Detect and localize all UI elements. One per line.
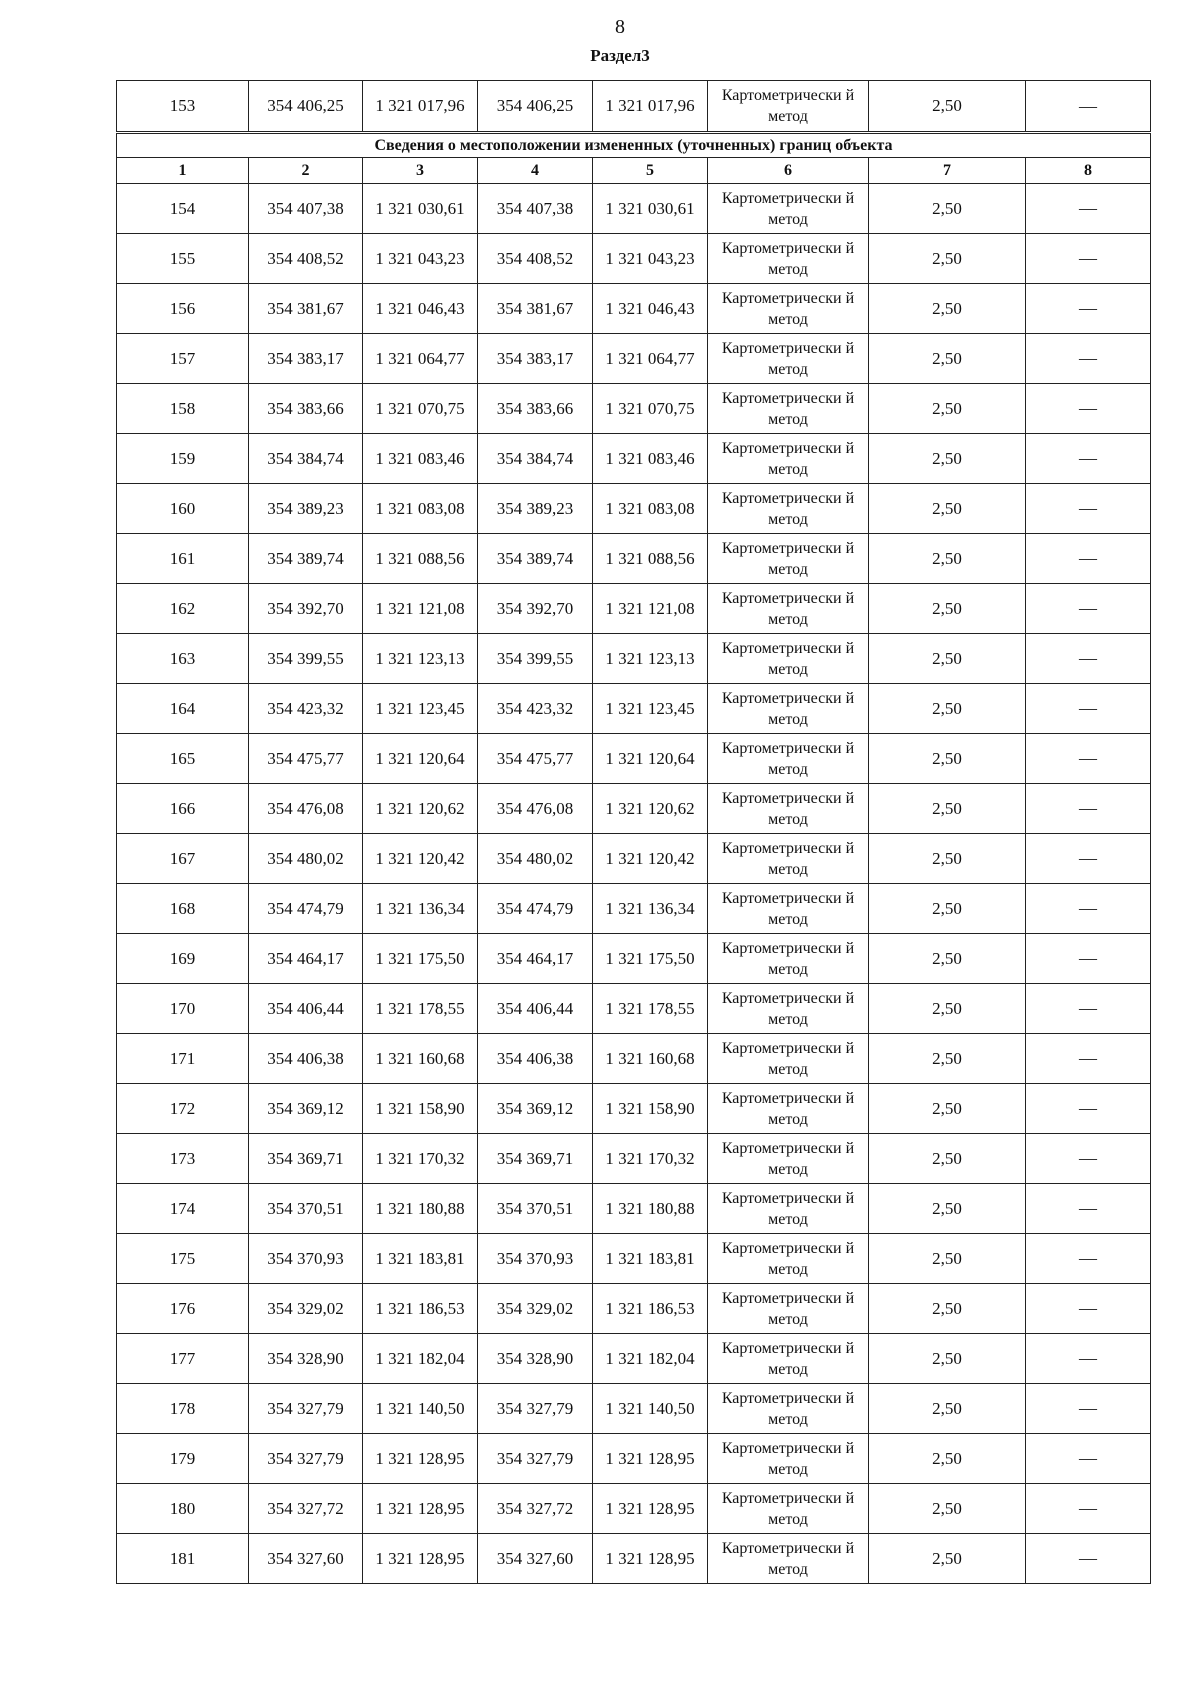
point-number: 154 [117,184,249,234]
updated-x: 354 369,71 [478,1134,593,1184]
accuracy: 2,50 [869,1134,1026,1184]
accuracy: 2,50 [869,1334,1026,1384]
table-row [117,634,1151,684]
column-number: 1 [117,158,249,184]
updated-x: 354 408,52 [478,234,593,284]
table-row [117,184,1151,234]
existing-x: 354 423,32 [249,684,363,734]
updated-y: 1 321 186,53 [593,1284,708,1334]
existing-x: 354 370,93 [249,1234,363,1284]
existing-x: 354 327,72 [249,1484,363,1534]
existing-x: 354 476,08 [249,784,363,834]
note: — [1026,81,1151,133]
updated-x: 354 384,74 [478,434,593,484]
note: — [1026,234,1151,284]
table-row [117,834,1151,884]
updated-y: 1 321 160,68 [593,1034,708,1084]
note: — [1026,984,1151,1034]
existing-x: 354 480,02 [249,834,363,884]
existing-y: 1 321 160,68 [363,1034,478,1084]
existing-y: 1 321 121,08 [363,584,478,634]
existing-y: 1 321 030,61 [363,184,478,234]
column-number: 8 [1026,158,1151,184]
updated-x: 354 392,70 [478,584,593,634]
existing-y: 1 321 186,53 [363,1284,478,1334]
determination-method: Картометрически й метод [708,884,869,934]
updated-y: 1 321 088,56 [593,534,708,584]
point-number: 180 [117,1484,249,1534]
existing-x: 354 328,90 [249,1334,363,1384]
point-number: 169 [117,934,249,984]
determination-method: Картометрически й метод [708,834,869,884]
accuracy: 2,50 [869,1284,1026,1334]
updated-y: 1 321 120,62 [593,784,708,834]
updated-x: 354 423,32 [478,684,593,734]
note: — [1026,1384,1151,1434]
updated-y: 1 321 123,45 [593,684,708,734]
existing-y: 1 321 120,64 [363,734,478,784]
table-row [117,934,1151,984]
existing-x: 354 408,52 [249,234,363,284]
note: — [1026,684,1151,734]
existing-y: 1 321 140,50 [363,1384,478,1434]
existing-y: 1 321 064,77 [363,334,478,384]
table-row [117,1134,1151,1184]
determination-method: Картометрически й метод [708,634,869,684]
existing-x: 354 381,67 [249,284,363,334]
updated-x: 354 389,23 [478,484,593,534]
table-row [117,284,1151,334]
table-row [117,1234,1151,1284]
existing-x: 354 383,66 [249,384,363,434]
table-row [117,484,1151,534]
determination-method: Картометрически й метод [708,484,869,534]
note: — [1026,884,1151,934]
updated-y: 1 321 158,90 [593,1084,708,1134]
updated-y: 1 321 175,50 [593,934,708,984]
updated-x: 354 327,79 [478,1434,593,1484]
updated-y: 1 321 128,95 [593,1534,708,1584]
accuracy: 2,50 [869,784,1026,834]
determination-method: Картометрически й метод [708,434,869,484]
existing-y: 1 321 120,62 [363,784,478,834]
note: — [1026,284,1151,334]
existing-x: 354 475,77 [249,734,363,784]
point-number: 179 [117,1434,249,1484]
point-number: 155 [117,234,249,284]
note: — [1026,1434,1151,1484]
updated-x: 354 370,51 [478,1184,593,1234]
determination-method: Картометрически й метод [708,984,869,1034]
table-row [117,1334,1151,1384]
note: — [1026,1184,1151,1234]
existing-x: 354 406,44 [249,984,363,1034]
updated-y: 1 321 128,95 [593,1434,708,1484]
accuracy: 2,50 [869,1384,1026,1434]
updated-y: 1 321 136,34 [593,884,708,934]
existing-x: 354 474,79 [249,884,363,934]
note: — [1026,834,1151,884]
updated-x: 354 383,66 [478,384,593,434]
table-row [117,734,1151,784]
existing-x: 354 327,79 [249,1434,363,1484]
updated-y: 1 321 170,32 [593,1134,708,1184]
table-row [117,1484,1151,1534]
existing-y: 1 321 175,50 [363,934,478,984]
existing-y: 1 321 043,23 [363,234,478,284]
existing-y: 1 321 158,90 [363,1084,478,1134]
table-row [117,334,1151,384]
existing-y: 1 321 088,56 [363,534,478,584]
existing-y: 1 321 136,34 [363,884,478,934]
determination-method: Картометрически й метод [708,81,869,133]
updated-y: 1 321 180,88 [593,1184,708,1234]
point-number: 178 [117,1384,249,1434]
updated-x: 354 406,25 [478,81,593,133]
existing-y: 1 321 123,13 [363,634,478,684]
accuracy: 2,50 [869,1484,1026,1534]
table-row [117,884,1151,934]
point-number: 171 [117,1034,249,1084]
note: — [1026,734,1151,784]
note: — [1026,334,1151,384]
updated-y: 1 321 120,64 [593,734,708,784]
updated-x: 354 480,02 [478,834,593,884]
point-number: 177 [117,1334,249,1384]
updated-x: 354 328,90 [478,1334,593,1384]
note: — [1026,584,1151,634]
determination-method: Картометрически й метод [708,1184,869,1234]
point-number: 168 [117,884,249,934]
updated-x: 354 399,55 [478,634,593,684]
point-number: 158 [117,384,249,434]
accuracy: 2,50 [869,684,1026,734]
note: — [1026,1134,1151,1184]
updated-x: 354 474,79 [478,884,593,934]
existing-x: 354 389,74 [249,534,363,584]
column-number: 3 [363,158,478,184]
note: — [1026,1234,1151,1284]
updated-x: 354 370,93 [478,1234,593,1284]
updated-x: 354 464,17 [478,934,593,984]
column-number: 2 [249,158,363,184]
accuracy: 2,50 [869,834,1026,884]
column-numbers-row [117,158,1151,184]
determination-method: Картометрически й метод [708,934,869,984]
table-row [117,784,1151,834]
updated-y: 1 321 046,43 [593,284,708,334]
updated-x: 354 406,44 [478,984,593,1034]
determination-method: Картометрически й метод [708,1284,869,1334]
point-number: 162 [117,584,249,634]
determination-method: Картометрически й метод [708,784,869,834]
note: — [1026,1334,1151,1384]
existing-y: 1 321 128,95 [363,1484,478,1534]
point-number: 165 [117,734,249,784]
determination-method: Картометрически й метод [708,1384,869,1434]
determination-method: Картометрически й метод [708,1434,869,1484]
updated-y: 1 321 120,42 [593,834,708,884]
point-number: 156 [117,284,249,334]
point-number: 173 [117,1134,249,1184]
existing-x: 354 464,17 [249,934,363,984]
determination-method: Картометрически й метод [708,184,869,234]
determination-method: Картометрически й метод [708,1134,869,1184]
existing-x: 354 327,79 [249,1384,363,1434]
updated-y: 1 321 064,77 [593,334,708,384]
updated-x: 354 475,77 [478,734,593,784]
note: — [1026,184,1151,234]
coordinates-table-container [116,80,1150,1584]
updated-x: 354 406,38 [478,1034,593,1084]
determination-method: Картометрически й метод [708,1534,869,1584]
determination-method: Картометрически й метод [708,1084,869,1134]
determination-method: Картометрически й метод [708,734,869,784]
accuracy: 2,50 [869,984,1026,1034]
updated-y: 1 321 083,08 [593,484,708,534]
accuracy: 2,50 [869,934,1026,984]
updated-x: 354 381,67 [478,284,593,334]
accuracy: 2,50 [869,534,1026,584]
existing-x: 354 327,60 [249,1534,363,1584]
existing-x: 354 329,02 [249,1284,363,1334]
table-row [117,534,1151,584]
table-row [117,1184,1151,1234]
point-number: 174 [117,1184,249,1234]
existing-y: 1 321 128,95 [363,1434,478,1484]
updated-x: 354 476,08 [478,784,593,834]
accuracy: 2,50 [869,234,1026,284]
existing-y: 1 321 120,42 [363,834,478,884]
accuracy: 2,50 [869,334,1026,384]
updated-x: 354 407,38 [478,184,593,234]
note: — [1026,634,1151,684]
determination-method: Картометрически й метод [708,334,869,384]
section-heading-row [117,133,1151,158]
accuracy: 2,50 [869,1234,1026,1284]
accuracy: 2,50 [869,1434,1026,1484]
table-row [117,384,1151,434]
accuracy: 2,50 [869,1534,1026,1584]
updated-y: 1 321 017,96 [593,81,708,133]
note: — [1026,1484,1151,1534]
note: — [1026,534,1151,584]
existing-y: 1 321 178,55 [363,984,478,1034]
column-number: 5 [593,158,708,184]
updated-x: 354 369,12 [478,1084,593,1134]
updated-x: 354 327,60 [478,1534,593,1584]
updated-y: 1 321 128,95 [593,1484,708,1534]
determination-method: Картометрически й метод [708,1334,869,1384]
point-number: 159 [117,434,249,484]
updated-y: 1 321 182,04 [593,1334,708,1384]
note: — [1026,1534,1151,1584]
determination-method: Картометрически й метод [708,284,869,334]
column-number: 7 [869,158,1026,184]
note: — [1026,434,1151,484]
determination-method: Картометрически й метод [708,1234,869,1284]
point-number: 164 [117,684,249,734]
table-row [117,1434,1151,1484]
updated-y: 1 321 043,23 [593,234,708,284]
note: — [1026,1034,1151,1084]
existing-x: 354 389,23 [249,484,363,534]
point-number: 175 [117,1234,249,1284]
accuracy: 2,50 [869,484,1026,534]
table-row [117,684,1151,734]
table-row [117,434,1151,484]
existing-x: 354 384,74 [249,434,363,484]
table-row [117,584,1151,634]
point-number: 176 [117,1284,249,1334]
table-row [117,81,1151,133]
note: — [1026,784,1151,834]
column-number: 6 [708,158,869,184]
accuracy: 2,50 [869,81,1026,133]
point-number: 157 [117,334,249,384]
table-row [117,1084,1151,1134]
accuracy: 2,50 [869,634,1026,684]
existing-y: 1 321 182,04 [363,1334,478,1384]
point-number: 167 [117,834,249,884]
existing-y: 1 321 017,96 [363,81,478,133]
existing-x: 354 406,25 [249,81,363,133]
accuracy: 2,50 [869,384,1026,434]
accuracy: 2,50 [869,884,1026,934]
note: — [1026,384,1151,434]
existing-y: 1 321 128,95 [363,1534,478,1584]
table-row [117,1034,1151,1084]
updated-y: 1 321 030,61 [593,184,708,234]
determination-method: Картометрически й метод [708,534,869,584]
determination-method: Картометрически й метод [708,1484,869,1534]
determination-method: Картометрически й метод [708,684,869,734]
point-number: 163 [117,634,249,684]
existing-y: 1 321 180,88 [363,1184,478,1234]
accuracy: 2,50 [869,434,1026,484]
accuracy: 2,50 [869,734,1026,784]
existing-x: 354 370,51 [249,1184,363,1234]
accuracy: 2,50 [869,1084,1026,1134]
page-number: 8 [615,16,625,38]
table-body [117,81,1151,1584]
existing-y: 1 321 183,81 [363,1234,478,1284]
accuracy: 2,50 [869,184,1026,234]
updated-x: 354 329,02 [478,1284,593,1334]
existing-y: 1 321 046,43 [363,284,478,334]
table-row [117,234,1151,284]
point-number: 160 [117,484,249,534]
determination-method: Картометрически й метод [708,384,869,434]
updated-y: 1 321 178,55 [593,984,708,1034]
updated-x: 354 327,79 [478,1384,593,1434]
existing-x: 354 399,55 [249,634,363,684]
existing-x: 354 392,70 [249,584,363,634]
table-row [117,984,1151,1034]
determination-method: Картометрически й метод [708,1034,869,1084]
table-row [117,1284,1151,1334]
updated-y: 1 321 140,50 [593,1384,708,1434]
note: — [1026,484,1151,534]
updated-y: 1 321 083,46 [593,434,708,484]
note: — [1026,934,1151,984]
section-title: Раздел3 [590,46,650,65]
note: — [1026,1084,1151,1134]
accuracy: 2,50 [869,1184,1026,1234]
existing-y: 1 321 083,08 [363,484,478,534]
point-number: 172 [117,1084,249,1134]
existing-y: 1 321 170,32 [363,1134,478,1184]
existing-x: 354 406,38 [249,1034,363,1084]
table-row [117,1384,1151,1434]
section-heading: Сведения о местоположении измененных (уточненных) границ объекта [117,133,1151,158]
point-number: 153 [117,81,249,133]
updated-y: 1 321 123,13 [593,634,708,684]
determination-method: Картометрически й метод [708,584,869,634]
point-number: 170 [117,984,249,1034]
updated-y: 1 321 070,75 [593,384,708,434]
existing-y: 1 321 083,46 [363,434,478,484]
updated-y: 1 321 121,08 [593,584,708,634]
existing-x: 354 369,12 [249,1084,363,1134]
existing-y: 1 321 070,75 [363,384,478,434]
accuracy: 2,50 [869,284,1026,334]
updated-x: 354 383,17 [478,334,593,384]
existing-x: 354 383,17 [249,334,363,384]
accuracy: 2,50 [869,1034,1026,1084]
coordinates-table [116,80,1151,1584]
note: — [1026,1284,1151,1334]
updated-x: 354 327,72 [478,1484,593,1534]
column-number: 4 [478,158,593,184]
existing-y: 1 321 123,45 [363,684,478,734]
point-number: 161 [117,534,249,584]
existing-x: 354 369,71 [249,1134,363,1184]
determination-method: Картометрически й метод [708,234,869,284]
existing-x: 354 407,38 [249,184,363,234]
point-number: 166 [117,784,249,834]
point-number: 181 [117,1534,249,1584]
updated-y: 1 321 183,81 [593,1234,708,1284]
updated-x: 354 389,74 [478,534,593,584]
table-row [117,1534,1151,1584]
accuracy: 2,50 [869,584,1026,634]
